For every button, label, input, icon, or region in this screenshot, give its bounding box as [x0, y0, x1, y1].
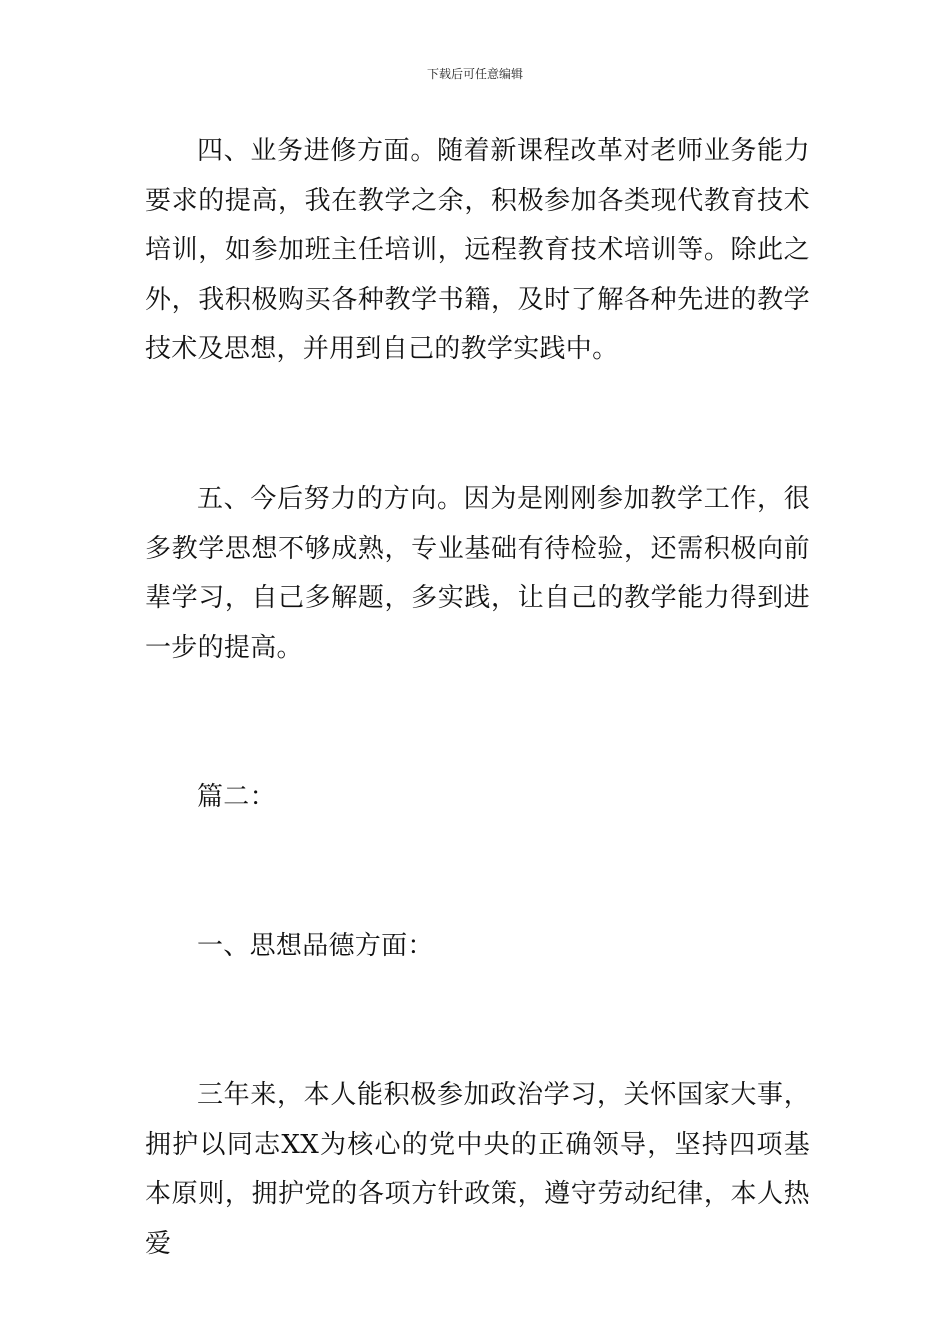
paragraph-three-years: 三年来，本人能积极参加政治学习，关怀国家大事，拥护以同志XX为核心的党中央的正确领导，坚持四项基本原则，拥护党的各项方针政策，遵守劳动纪律，本人热爱: [145, 1080, 810, 1259]
paragraph-future-direction: 五、今后努力的方向。因为是刚刚参加教学工作，很多教学思想不够成熟，专业基础有待检验，还需积极向前辈学习，自己多解题，多实践，让自己的教学能力得到进一步的提高。: [145, 484, 810, 663]
page-header: 下载后可任意编辑: [426, 67, 523, 81]
paragraph-business-study: 四、业务进修方面。随着新课程改革对老师业务能力要求的提高，我在教学之余，积极参加各类现代教育技术培训，如参加班主任培训，远程教育技术培训等。除此之外，我积极购买各种教学书籍，及时了解各种先进的教学技术及思想，并用到自己的教学实践中。: [145, 136, 810, 364]
section-heading-ideology: 一、思想品德方面：: [197, 931, 434, 961]
section-heading-part-two: 篇二：: [197, 782, 276, 812]
